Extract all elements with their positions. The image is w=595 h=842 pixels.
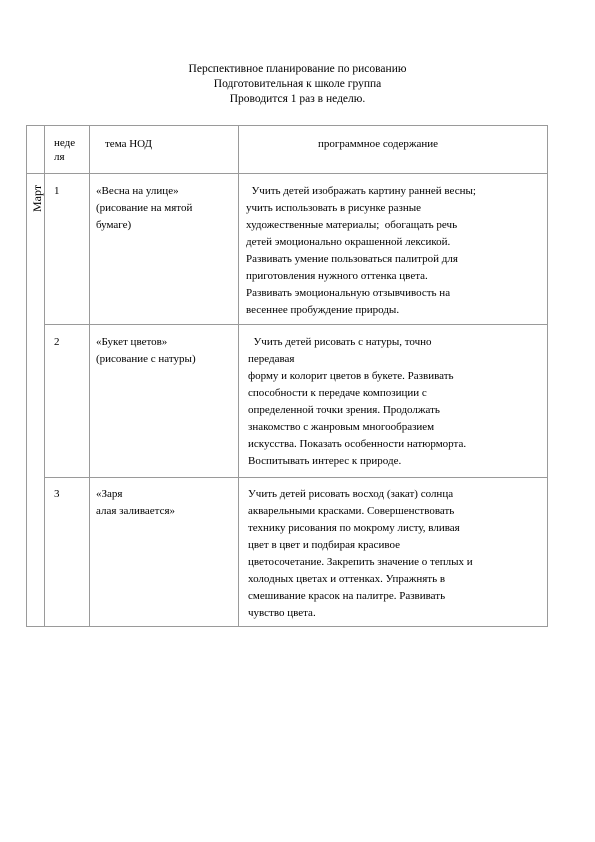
row-content: Учить детей изображать картину ранней весны; учить использовать в рисунке разные художественные материалы; обогащать речь детей эмоционально окрашенной лексикой. Развивать умение пользоваться палитрой для приготовления нужного оттенка цвета. Развивать эмоциональную отзывчивость на весеннее пробуждение природы. bbox=[246, 185, 476, 316]
header-group: Подготовительная к школе группа bbox=[213, 78, 382, 90]
row-number: 3 bbox=[54, 488, 60, 500]
header-title: Перспективное планирование по рисованию bbox=[188, 63, 407, 75]
page-header bbox=[0, 62, 595, 107]
table-row-divider bbox=[26, 173, 547, 174]
column-header-content: программное содержание bbox=[318, 138, 439, 150]
table-border-right bbox=[547, 125, 548, 627]
row-topic: «Заря алая заливается» bbox=[96, 488, 176, 517]
row-number: 2 bbox=[54, 336, 60, 348]
table-col-divider bbox=[238, 125, 239, 627]
table-row-divider bbox=[44, 477, 547, 478]
table-border-bottom bbox=[26, 626, 547, 627]
header-frequency: Проводится 1 раз в неделю. bbox=[229, 93, 366, 105]
row-topic: «Букет цветов» (рисование с натуры) bbox=[96, 336, 196, 365]
row-content: Учить детей рисовать восход (закат) солнца акварельными красками. Совершенствовать технику рисования по мокрому листу, вливая цвет в цвет и подбирая красивое цветосочетание. Закрепить значение о теплых и холодных цветах и оттенках. Упражнять в смешивание красок на палитре. Развивать чувство цвета. bbox=[248, 488, 473, 619]
row-number: 1 bbox=[54, 185, 60, 197]
column-header-topic: тема НОД bbox=[105, 138, 153, 150]
row-topic: «Весна на улице» (рисование на мятой бумаге) bbox=[96, 185, 193, 231]
table-border-left bbox=[26, 125, 27, 627]
row-content: Учить детей рисовать с натуры, точно передавая форму и колорит цветов в букете. Развивать способности к передаче композиции с определенной точки зрения. Продолжать знакомство с жанровым многообразием искусства. Показать особенности натюрморта. Воспитывать интерес к природе. bbox=[248, 336, 467, 467]
table-border-top bbox=[26, 125, 547, 126]
table-row-divider bbox=[44, 324, 547, 325]
month-label: Март bbox=[30, 184, 44, 212]
table-col-divider bbox=[89, 125, 90, 627]
column-header-week: неде ля bbox=[54, 137, 76, 163]
